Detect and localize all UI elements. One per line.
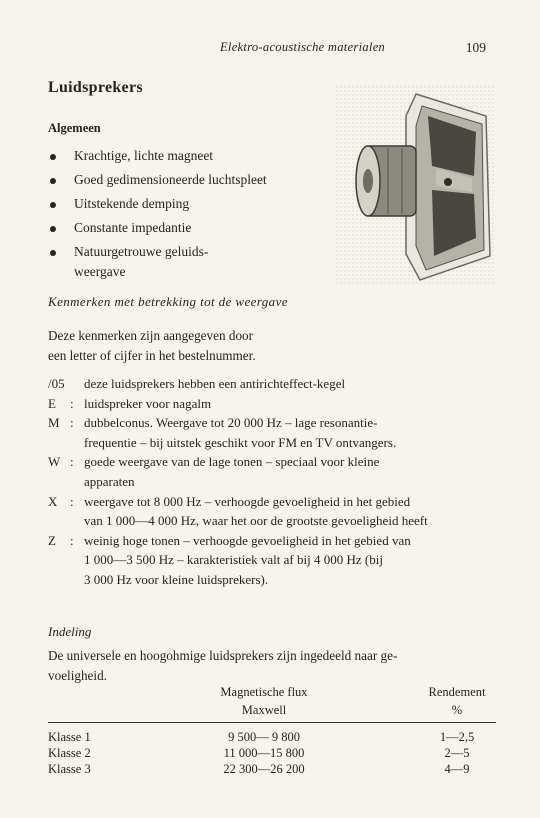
code-description: dubbelconus. Weergave tot 20 000 Hz – lage resonantie- frequentie – bij uitstek geschikt voor FM en TV ontvangers. — [84, 415, 397, 450]
table-header-rendement: Rendement % — [428, 685, 486, 717]
code-row: Z : weinig hoge tonen – verhoogde gevoeligheid in het gebied van 1 000—3 500 Hz – karakteristiek valt af bij 4 000 Hz (bij 3 000 Hz voor kleine luidsprekers). — [48, 531, 496, 590]
table-row-label: Klasse 1 — [48, 730, 91, 744]
table-cell-flux: 9 500— 9 800 — [228, 730, 300, 744]
feature-item: Goed gedimensioneerde luchtspleet — [48, 170, 338, 190]
characteristics-heading: Kenmerken met betrekking tot de weergave — [48, 294, 288, 309]
code-key: X — [48, 493, 58, 509]
code-row: M : dubbelconus. Weergave tot 20 000 Hz – lage resonantie- frequentie – bij uitstek geschikt voor FM en TV ontvangers. — [48, 413, 496, 452]
code-key: E — [48, 395, 56, 411]
classification-text: De universele en hoogohmige luidsprekers zijn ingedeeld naar ge- voeligheid. — [48, 648, 398, 683]
code-row — [48, 374, 496, 394]
code-description: goede weergave van de lage tonen – speciaal voor kleine apparaten — [84, 454, 380, 489]
code-key: W — [48, 454, 61, 470]
code-description: deze luidsprekers hebben een antirichteffect-kegel — [84, 376, 346, 391]
code-description: luidspreker voor nagalm — [84, 395, 212, 411]
table-cell-flux: 11 000—15 800 — [223, 746, 305, 760]
code-key: Z — [48, 532, 56, 548]
loudspeaker-photo — [336, 86, 494, 286]
bullet-icon — [50, 226, 56, 232]
bullet-icon — [50, 178, 56, 184]
running-title: Elektro-acoustische materialen — [220, 40, 386, 54]
table-cell-rendement: 1—2,5 — [439, 730, 475, 744]
code-key: /05 — [48, 376, 65, 391]
code-key: M — [48, 415, 60, 431]
table-row-label: Klasse 2 — [48, 746, 91, 760]
table-cell-rendement: 2—5 — [444, 746, 470, 760]
characteristics-intro: Deze kenmerken zijn aangegeven door een letter of cijfer in het bestelnummer. — [48, 328, 256, 363]
code-row: X : weergave tot 8 000 Hz – verhoogde gevoeligheid in het gebied van 1 000—4 000 Hz, waar het oor de grootste gevoeligheid heeft — [48, 492, 496, 531]
bullet-icon — [50, 154, 56, 160]
section-title: Luidsprekers — [48, 79, 143, 96]
table-row-label: Klasse 3 — [48, 762, 91, 776]
table-cell-flux: 22 300—26 200 — [223, 762, 305, 776]
bullet-icon — [50, 250, 56, 256]
bullet-icon — [50, 202, 56, 208]
classification-heading: Indeling — [48, 624, 92, 639]
page-number: 109 — [465, 40, 486, 55]
table-divider — [48, 722, 496, 723]
code-list — [48, 374, 496, 590]
code-row: E : luidspreker voor nagalm — [48, 394, 496, 414]
feature-item: Uitstekende demping — [48, 194, 338, 214]
running-head — [220, 40, 486, 55]
feature-list — [48, 146, 338, 286]
feature-item: Constante impedantie — [48, 218, 338, 238]
feature-item: Krachtige, lichte magneet — [48, 146, 338, 166]
feature-item: Natuurgetrouwe geluids- weergave — [48, 242, 338, 282]
table-cell-rendement: 4—9 — [444, 762, 470, 776]
table-header-flux: Magnetische flux Maxwell — [220, 685, 308, 717]
code-description: weinig hoge tonen – verhoogde gevoeligheid in het gebied van 1 000—3 500 Hz – karakteristiek valt af bij 4 000 Hz (bij 3 000 Hz voor kleine luidsprekers). — [84, 532, 411, 587]
code-row: W : goede weergave van de lage tonen – speciaal voor kleine apparaten — [48, 452, 496, 491]
code-description: weergave tot 8 000 Hz – verhoogde gevoeligheid in het gebied van 1 000—4 000 Hz, waar het oor de grootste gevoeligheid heeft — [84, 493, 428, 529]
subsection-heading: Algemeen — [48, 121, 101, 135]
